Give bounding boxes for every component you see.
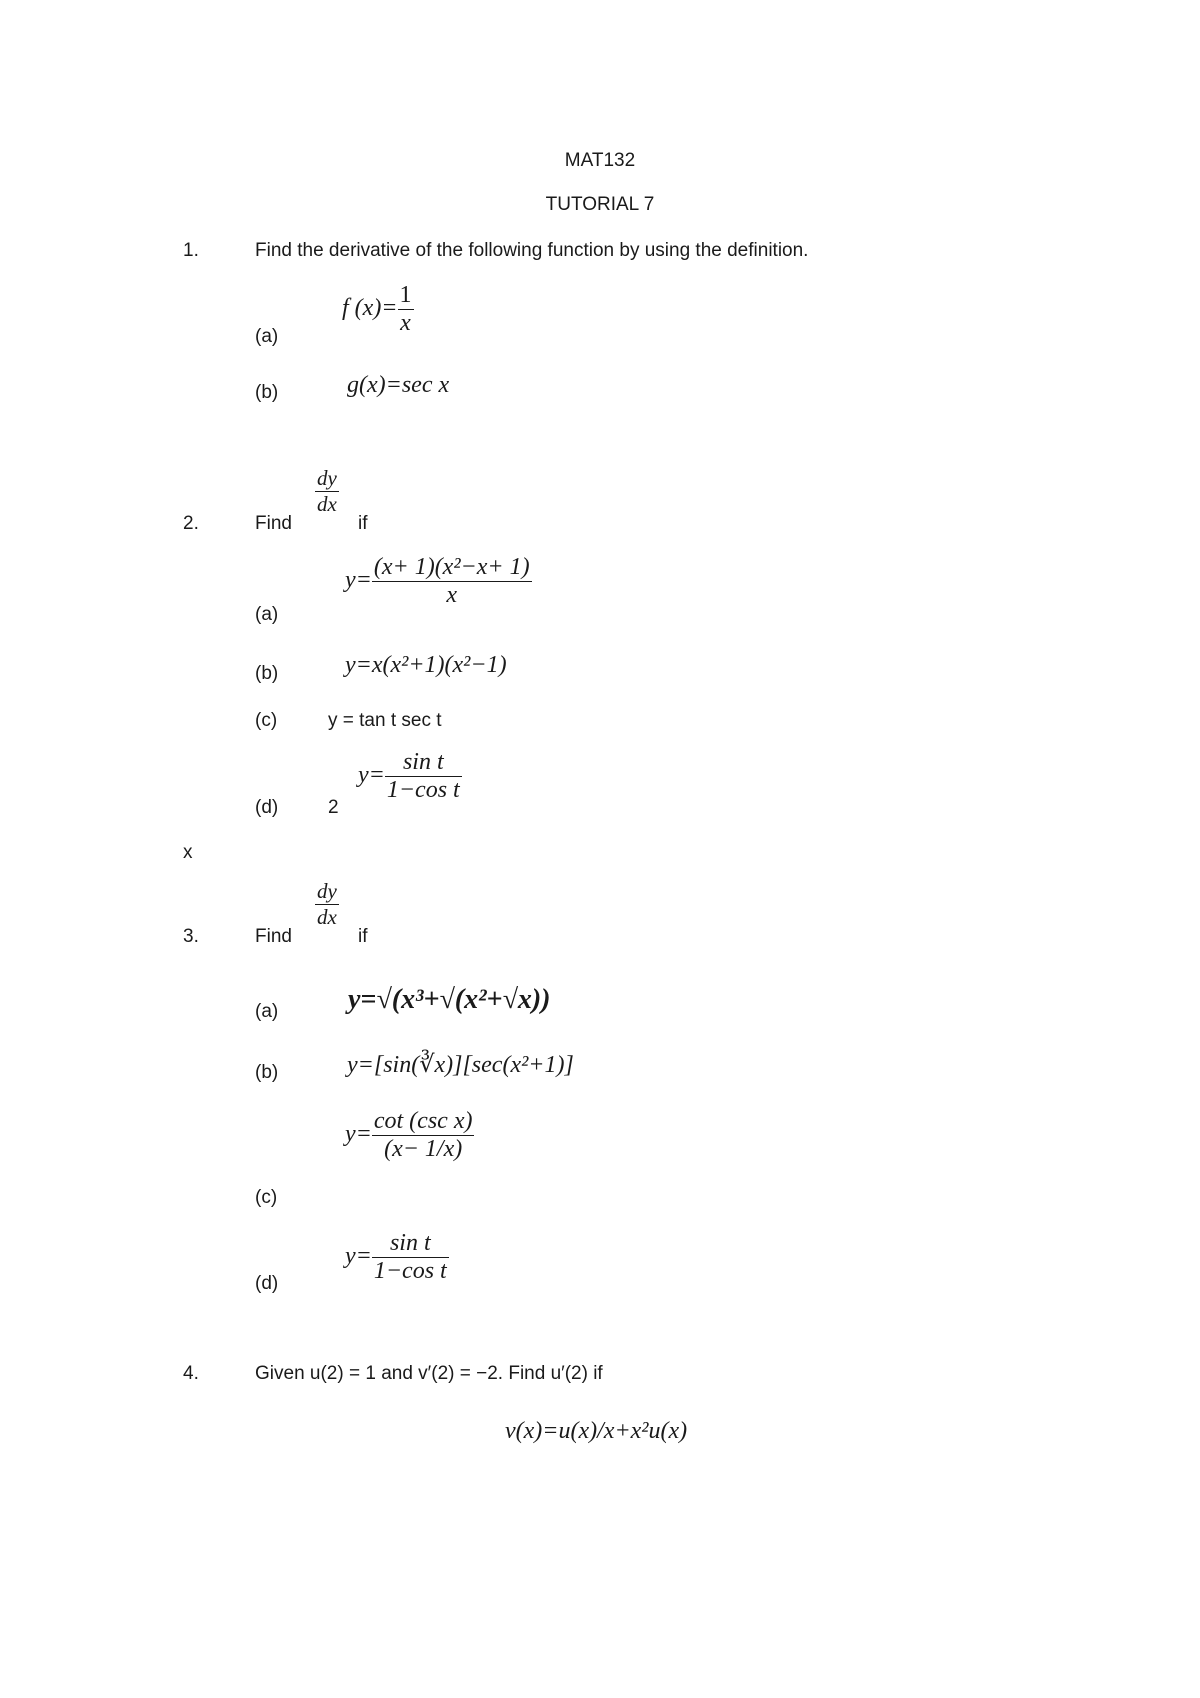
q4-text: Given u(2) = 1 and v′(2) = −2. Find u′(2) if	[255, 1363, 603, 1384]
q2a-lhs: y=	[345, 567, 372, 594]
q2a-label: (a)	[255, 604, 279, 625]
q3-find: Find	[255, 926, 292, 947]
q3-dx: dx	[317, 905, 337, 929]
q2a-formula	[345, 554, 532, 609]
q3-if: if	[358, 926, 368, 947]
q2a-numerator: (x+ 1)(x²−x+ 1)	[373, 554, 530, 580]
q1-number: 1.	[183, 240, 199, 261]
q2-dy: dy	[317, 466, 337, 490]
q3a-formula: y=√(x³+√(x²+√x))	[348, 984, 551, 1015]
q2-number: 2.	[183, 513, 199, 534]
q1b-formula: g(x)=sec x	[347, 372, 450, 398]
q3c-formula	[345, 1108, 474, 1163]
q2d-lhs: y=	[358, 762, 385, 789]
stray-x: x	[183, 842, 193, 863]
q2-if: if	[358, 513, 368, 534]
q4-formula: v(x)=u(x)/x+x²u(x)	[505, 1418, 688, 1444]
q2d-label: (d)	[255, 797, 279, 818]
q3c-label: (c)	[255, 1187, 278, 1208]
q2c-formula: y = tan t sec t	[328, 710, 442, 731]
q2b-label: (b)	[255, 663, 279, 684]
q2c-label: (c)	[255, 710, 278, 731]
q2d-numerator: sin t	[385, 749, 462, 777]
q2d-formula	[358, 749, 462, 804]
q2a-denominator: x	[446, 582, 458, 608]
q2d-stray-2: 2	[328, 797, 339, 818]
q3c-denominator: (x− 1/x)	[384, 1136, 463, 1162]
q2d-denominator: 1−cos t	[386, 777, 460, 803]
q3c-numerator: cot (csc x)	[373, 1108, 473, 1134]
q1b-label: (b)	[255, 382, 279, 403]
q3d-formula	[345, 1230, 449, 1285]
q2-derivative	[315, 466, 339, 517]
q3c-lhs: y=	[345, 1121, 372, 1148]
q3b-formula: y=[sin(∛x)][sec(x²+1)]	[347, 1052, 574, 1078]
q2-dx: dx	[317, 492, 337, 516]
tutorial-title: TUTORIAL 7	[545, 194, 655, 215]
q3d-lhs: y=	[345, 1243, 372, 1270]
q3-dy: dy	[317, 879, 337, 903]
q1-text: Find the derivative of the following function by using the definition.	[255, 240, 809, 261]
q3-derivative	[315, 879, 339, 930]
q1a-label: (a)	[255, 326, 279, 347]
q3d-denominator: 1−cos t	[373, 1258, 447, 1284]
q2b-formula: y=x(x²+1)(x²−1)	[345, 652, 507, 678]
q1a-numerator: 1	[399, 282, 412, 308]
q1a-formula	[342, 282, 414, 337]
q3d-numerator: sin t	[372, 1230, 449, 1258]
q3-number: 3.	[183, 926, 199, 947]
q3b-label: (b)	[255, 1062, 279, 1083]
q2-find: Find	[255, 513, 292, 534]
q1a-denominator: x	[400, 310, 411, 336]
course-code: MAT132	[564, 150, 636, 171]
q1a-lhs: f (x)=	[342, 295, 398, 322]
q4-number: 4.	[183, 1363, 199, 1384]
q3a-label: (a)	[255, 1001, 279, 1022]
q3d-label: (d)	[255, 1273, 279, 1294]
